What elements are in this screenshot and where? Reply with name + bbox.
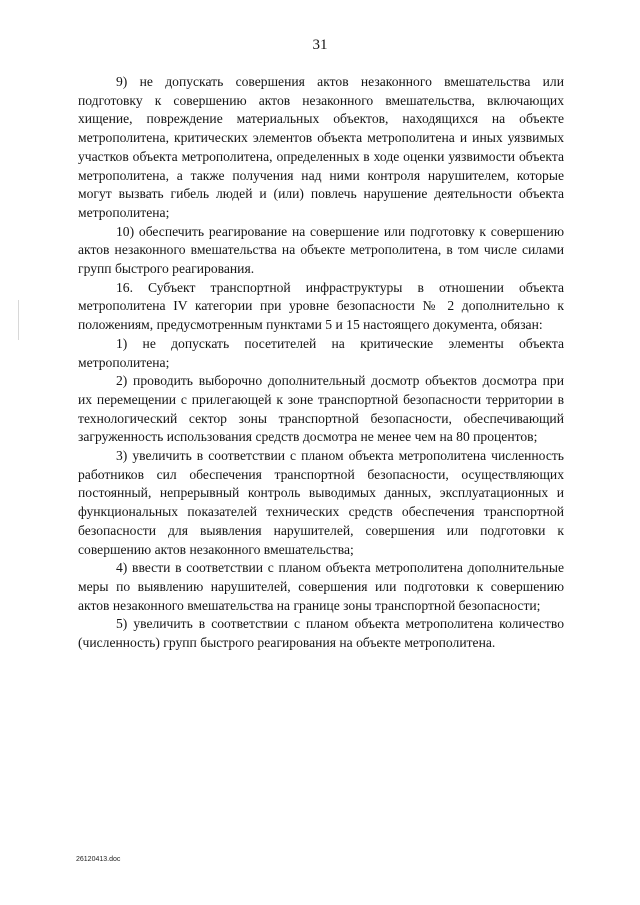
list-item-10: 10) обеспечить реагирование на совершение или подготовку к совершению актов незаконного вмешательства на объекте метрополитена, в том числе силами групп быстрого реагирования. [78,223,564,277]
page-number: 31 [312,37,328,53]
scan-edge-mark [18,300,19,340]
section-16-intro: 16. Субъект транспортной инфраструктуры в отношении объекта метрополитена IV категории при уровне безопасности № 2 дополнительно к положениям, предусмотренным пунктами 5 и 15 настоящего документа, обязан: [78,279,564,333]
file-name-footer: 26120413.doc [76,856,121,863]
list-item-2: 2) проводить выборочно дополнительный досмотр объектов досмотра при их перемещении с прилегающей к зоне транспортной безопасности территории в технологический сектор зоны транспортной безопасности, обеспечивающий загруженность использования средств досмотра не менее чем на 80 процентов; [78,373,564,445]
list-item-3: 3) увеличить в соответствии с планом объекта метрополитена численность работников сил обеспечения транспортной безопасности, осуществляющих постоянный, непрерывный контроль выводимых данных, эксплуатационных и функциональных показателей технических средств обеспечения транспортной безопасности для выявления нарушителей, совершения или подготовки к совершению актов незаконного вмешательства; [78,448,564,557]
list-item-4: 4) ввести в соответствии с планом объекта метрополитена дополнительные меры по выявлению нарушителей, совершения или подготовки к совершению актов незаконного вмешательства на границе зоны транспортной безопасности; [78,560,564,613]
list-item-1: 1) не допускать посетителей на критические элементы объекта метрополитена; [78,335,564,370]
list-item-5: 5) увеличить в соответствии с планом объекта метрополитена количество (численность) групп быстрого реагирования на объекте метрополитена. [78,616,564,651]
document-body [78,73,564,653]
list-item-9: 9) не допускать совершения актов незаконного вмешательства или подготовку к совершению актов незаконного вмешательства, включающих хищение, повреждение материальных объектов, находящихся на объекте метрополитена, критических элементов объекта метрополитена и иных уязвимых участков объекта метрополитена, определенных в ходе оценки уязвимости объекта метрополитена, а также получения над ними контроля нарушителем, которые могут вызвать гибель людей и (или) повлечь нарушение деятельности объекта метрополитена; [78,74,564,220]
